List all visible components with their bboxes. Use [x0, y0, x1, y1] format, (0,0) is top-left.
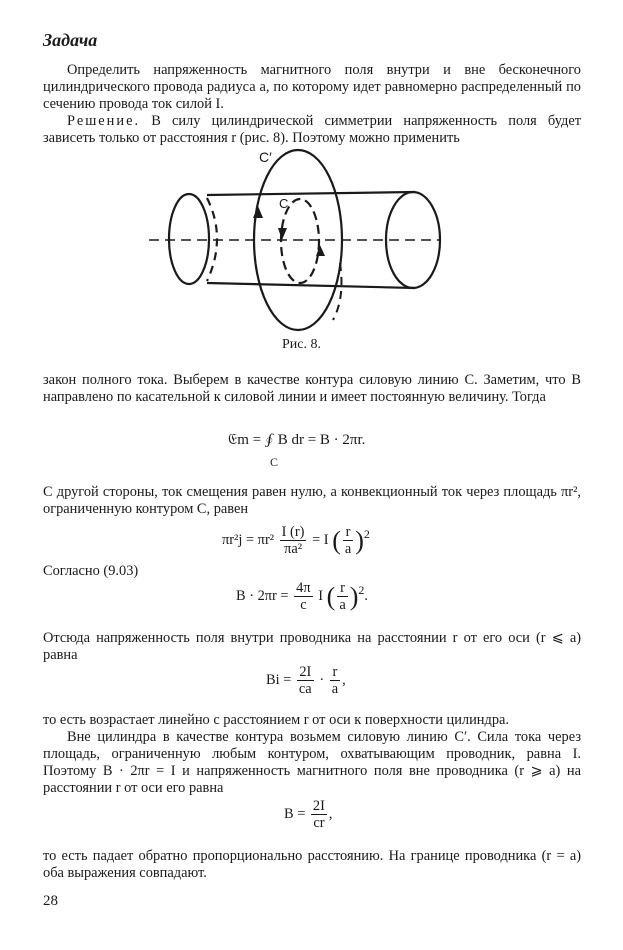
eq4-fraction-2: [330, 664, 340, 697]
problem-statement: Определить напряженность магнитного поля внутри и вне бесконечного цилиндрического провода радиуса a, по которому идет равномерно распределенный по сечению провода ток силой I.: [43, 62, 581, 112]
eq4-numerator-2: r: [330, 664, 340, 681]
eq3-close-paren: ): [349, 582, 359, 611]
eq4-numerator-1: 2I: [297, 664, 314, 681]
eq3-end: .: [364, 587, 368, 604]
equation-ampere-law: [236, 580, 368, 613]
cylinder-top-edge: [207, 192, 415, 195]
eq3-left: B · 2πr =: [236, 587, 289, 604]
eq2-left: πr²j = πr²: [222, 531, 275, 548]
eq2-open-paren: (: [332, 526, 341, 555]
eq3-power: 2: [358, 583, 365, 598]
eq2-inner-numerator: r: [343, 524, 353, 541]
eq5-fraction: [311, 798, 327, 831]
solution-paragraph: [43, 113, 581, 147]
equation-circulation: [228, 432, 366, 469]
eq4-dot: ·: [319, 671, 325, 688]
eq2-close-paren: ): [355, 526, 364, 555]
equation-field-outside: [284, 798, 333, 831]
eq4-fraction-1: [297, 664, 314, 697]
eq3-open-paren: (: [326, 582, 336, 611]
eq3-inner-numerator: r: [337, 580, 347, 597]
paragraph-according-to: Согласно (9.03): [43, 563, 139, 579]
eq5-left: B =: [284, 805, 306, 822]
section-heading: Задача: [43, 30, 98, 50]
contour-outer-arrow: [253, 206, 263, 218]
solution-text: В силу цилиндрической симметрии напряженность поля будет зависеть только от расстояния r (рис. 8). Поэтому можно применить: [43, 113, 581, 146]
eq5-end: ,: [328, 805, 333, 822]
figure-8-cylinder: [145, 148, 445, 333]
paragraph-linear-growth: то есть возрастает линейно с расстоянием r от оси к поверхности цилиндра.: [43, 712, 510, 728]
equation-current-density: [222, 524, 370, 557]
paragraph-field-outside: Вне цилиндра в качестве контура возьмем силовую линию C′. Сила тока через площадь, ограниченную любым контуром, охватывающим проводник, равна I. Поэтому B · 2πr = I и напряженность магнитного поля вне проводника (r ⩾ a) на расстоянии r от оси его равна: [43, 729, 581, 796]
eq2-power: 2: [363, 527, 370, 542]
eq2-middle: = I: [312, 531, 329, 548]
paragraph-full-current-law: закон полного тока. Выберем в качестве контура силовую линию C. Заметим, что B направлено по касательной к силовой линии и имеет постоянную величину. Тогда: [43, 372, 581, 405]
eq4-denominator-2: a: [331, 681, 339, 697]
eq2-numerator: I (r): [281, 524, 305, 540]
contour-inner-arrow-2: [316, 245, 325, 256]
figure-caption: Рис. 8.: [282, 337, 321, 352]
eq3-inner-fraction: [337, 580, 347, 613]
eq5-denominator: cr: [313, 815, 325, 831]
equation-circulation-subscript: C: [270, 455, 279, 469]
eq4-denominator-1: ca: [298, 681, 312, 697]
cylinder-left-end: [169, 194, 209, 284]
cylinder-bottom-edge: [207, 283, 415, 288]
page-number: 28: [43, 893, 58, 909]
equation-circulation-body: 𝔈m = ∮ B dr = B · 2πr.: [228, 432, 366, 448]
contour-inner: [281, 199, 319, 283]
eq3-fraction: [294, 580, 312, 613]
contour-inner-arrow: [278, 228, 287, 240]
solution-label: Решение.: [67, 113, 141, 129]
eq3-middle: I: [318, 587, 324, 604]
eq2-inner-fraction: [343, 524, 353, 557]
paragraph-conclusion: то есть падает обратно пропорционально расстоянию. На границе проводника (r = a) оба выражения совпадают.: [43, 848, 581, 881]
label-inner-contour: C: [279, 196, 289, 211]
label-outer-contour: C′: [259, 149, 272, 165]
equation-field-inside: [266, 664, 346, 697]
eq4-end: ,: [342, 671, 346, 688]
eq3-numerator: 4π: [296, 580, 311, 596]
eq4-left: Bi =: [266, 671, 292, 688]
eq5-numerator: 2I: [312, 798, 325, 814]
eq2-inner-denominator: a: [344, 541, 352, 557]
eq2-fraction: [280, 524, 307, 557]
eq3-denominator: c: [300, 597, 307, 613]
eq3-inner-denominator: a: [339, 597, 346, 613]
paragraph-field-inside: Отсюда напряженность поля внутри проводника на расстоянии r от его оси (r ⩽ a) равна: [43, 630, 581, 663]
paragraph-convection-current: С другой стороны, ток смещения равен нулю, а конвекционный ток через площадь πr², ограниченную контуром C, равен: [43, 484, 581, 517]
eq2-denominator: πa²: [284, 541, 303, 557]
